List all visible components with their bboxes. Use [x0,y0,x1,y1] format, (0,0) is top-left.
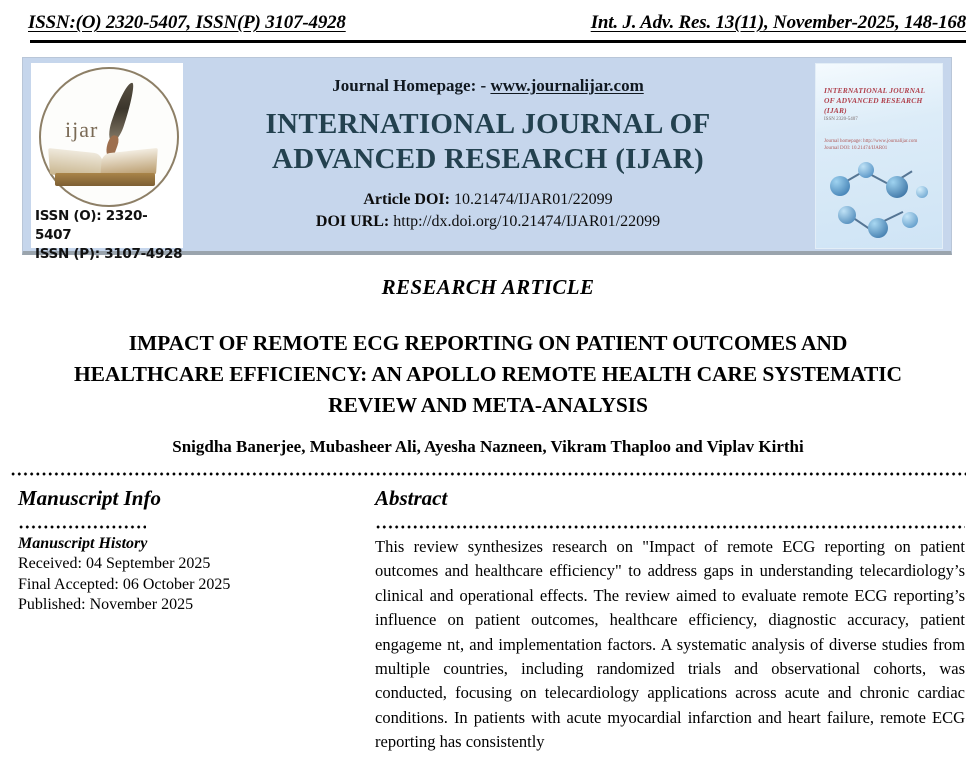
molecule-node-icon [838,206,856,224]
logo-wordmark: ijar [65,117,99,142]
article-type-label: RESEARCH ARTICLE [381,275,595,299]
cover-doi-line: Journal DOI: 10.21474/IJAR01 [824,146,888,151]
manuscript-received: Received: 04 September 2025 [18,555,211,572]
journal-logo [31,63,183,262]
doi-url-label: DOI URL: [315,213,390,230]
abstract-divider [375,525,965,529]
doi-block [193,189,783,233]
molecule-node-icon [916,186,928,198]
journal-name-line2: ADVANCED RESEARCH (IJAR) [271,143,705,175]
molecule-node-icon [830,176,850,196]
manuscript-final-accepted: Final Accepted: 06 October 2025 [18,575,231,593]
logo-issn-print: ISSN (P): 3107-4928 [35,246,183,262]
logo-issn-block [35,207,183,264]
doi-url-value[interactable]: http://dx.doi.org/10.21474/IJAR01/22099 [389,213,661,230]
abstract-body: This review synthesizes research on "Impact of remote ECG reporting on patient outcomes and healthcare efficiency" to address gaps in understanding telecardiology’s clinical and operational effects. The review aimed to evaluate remote ECG reporting’s influence on patient outcomes, healthcare efficiency, diagnostic accuracy, patient engageme nt, and implementation factors. A systematic analysis of diverse studies from multiple countries, including randomized trials and observational cohorts, was conducted, focusing on telecardiology applications across acute and chronic cardiac conditions. In patients with acute myocardial infarction and heart failure, remote ECG reporting has consistently [375,537,965,752]
open-book-base-icon [55,173,155,186]
running-head [0,12,976,42]
author-list: Snigdha Banerjee, Mubasheer Ali, Ayesha Nazneen, Vikram Thaploo and Viplav Kirthi [172,437,804,456]
abstract-heading: Abstract [375,486,448,510]
manuscript-published: Published: November 2025 [18,596,194,613]
manuscript-history-heading: Manuscript History [18,535,148,552]
running-head-citation: Int. J. Adv. Res. 13(11), November-2025, 148-168 [590,12,966,33]
article-doi-label: Article DOI: [363,191,450,208]
molecule-node-icon [868,218,888,238]
cover-issn-text: ISSN 2320-5407 [824,117,858,122]
manuscript-info-heading: Manuscript Info [18,486,161,510]
journal-cover-image [815,63,943,249]
masthead-center [193,76,783,233]
journal-homepage-link[interactable]: www.journalijar.com [490,76,644,95]
molecule-node-icon [858,162,874,178]
manuscript-info-divider [18,525,146,529]
article-doi-line [193,189,783,211]
page-title: IMPACT OF REMOTE ECG REPORTING ON PATIENT OUTCOMES AND HEALTHCARE EFFICIENCY: AN APOLLO REMOTE HEALTH CARE SYSTEMATIC REVIEW AND META-ANALYSIS [74,331,902,417]
molecule-node-icon [902,212,918,228]
doi-url-line [193,211,783,233]
abstract-column [375,486,965,755]
manuscript-info-column [18,486,363,616]
running-head-issn: ISSN:(O) 2320-5407, ISSN(P) 3107-4928 [28,12,346,33]
article-doi-value: 10.21474/IJAR01/22099 [449,191,613,208]
journal-homepage-label: Journal Homepage: - [332,76,491,95]
journal-homepage [193,76,783,96]
cover-homepage-line: Journal homepage: http://www.journalijar.com [824,139,918,144]
cover-homepage-text [824,138,932,152]
section-divider [10,472,966,476]
running-head-rule [30,40,966,43]
journal-name-line1: INTERNATIONAL JOURNAL OF [265,108,711,140]
logo-issn-online: ISSN (O): 2320-5407 [35,208,148,243]
cover-title-text: INTERNATIONAL JOURNAL OF ADVANCED RESEARCH (IJAR) [824,86,925,115]
molecule-node-icon [886,176,908,198]
journal-masthead [22,57,952,262]
journal-name [193,107,783,177]
